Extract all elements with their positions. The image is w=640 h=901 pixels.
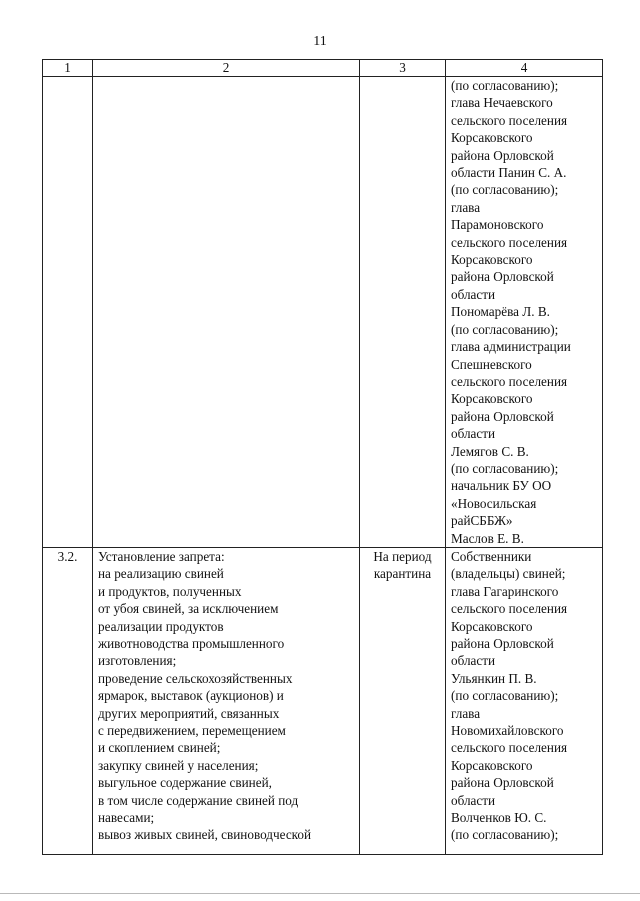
text-line: глава xyxy=(451,199,481,215)
text-line: области xyxy=(451,286,496,302)
header-cell-1: 1 xyxy=(43,60,93,77)
text-line: сельского поселения xyxy=(451,234,568,250)
text-line: Новомихайловского xyxy=(451,723,564,739)
page-number: 11 xyxy=(313,34,327,49)
text-line: вывоз живых свиней, свиноводческой xyxy=(98,827,312,843)
text-line: Корсаковского xyxy=(451,391,533,407)
text-line: области xyxy=(451,792,496,808)
text-line: Корсаковского xyxy=(451,252,533,268)
measures-table xyxy=(42,59,603,855)
table-row xyxy=(43,77,603,548)
text-line: района Орловской xyxy=(451,408,554,424)
period-cell xyxy=(360,547,446,854)
text-line: Маслов Е. В. xyxy=(451,530,524,546)
text-line: Корсаковского xyxy=(451,757,533,773)
text-line: Спешневского xyxy=(451,356,532,372)
text-line: (по согласованию); xyxy=(451,460,559,476)
text-line: карантина xyxy=(373,566,432,582)
text-line: Волченков Ю. С. xyxy=(451,810,547,826)
text-line: Собственники xyxy=(451,548,532,564)
row-number-cell: 3.2. xyxy=(43,547,93,854)
text-line: Пономарёва Л. В. xyxy=(451,304,550,320)
text-line: (по согласованию); xyxy=(451,827,559,843)
table-header-row xyxy=(43,60,603,77)
text-line: навесами; xyxy=(98,810,155,826)
text-line: (по согласованию); xyxy=(451,688,559,704)
text-line: глава администрации xyxy=(451,339,571,355)
text-line: изготовления; xyxy=(98,653,177,669)
text-line: области xyxy=(451,653,496,669)
measure-cell xyxy=(93,77,360,548)
text-line: Корсаковского xyxy=(451,618,533,634)
text-line: закупку свиней у населения; xyxy=(98,757,259,773)
text-line: ярмарок, выставок (аукционов) и xyxy=(98,688,284,704)
text-line: с передвижением, перемещением xyxy=(98,723,286,739)
text-line: глава Нечаевского xyxy=(451,95,553,111)
text-line: района Орловской xyxy=(451,269,554,285)
text-line: сельского поселения xyxy=(451,601,568,617)
text-line: сельского поселения xyxy=(451,373,568,389)
header-cell-4: 4 xyxy=(446,60,603,77)
text-line: выгульное содержание свиней, xyxy=(98,775,272,791)
measure-cell xyxy=(93,547,360,854)
text-line: сельского поселения xyxy=(451,740,568,756)
header-cell-3: 3 xyxy=(360,60,446,77)
text-line: района Орловской xyxy=(451,636,554,651)
text-line: сельского поселения xyxy=(451,112,568,128)
text-line: района Орловской xyxy=(451,147,554,163)
text-line: (владельцы) свиней; xyxy=(451,566,566,582)
text-line: области xyxy=(451,426,496,442)
text-line: (по согласованию); xyxy=(451,78,559,93)
text-line: от убоя свиней, за исключением xyxy=(98,601,279,617)
text-line: райСББЖ» xyxy=(451,513,513,529)
table-row xyxy=(43,547,603,854)
text-line: глава Гагаринского xyxy=(451,583,559,599)
text-line: и скоплением свиней; xyxy=(98,740,221,756)
text-line: в том числе содержание свиней под xyxy=(98,792,299,808)
responsible-cell xyxy=(446,77,603,548)
period-cell xyxy=(360,77,446,548)
text-line: на реализацию свиней xyxy=(98,566,224,582)
scan-edge-line xyxy=(0,893,640,894)
text-line: (по согласованию); xyxy=(451,182,559,198)
text-line: животноводства промышленного xyxy=(98,636,285,651)
text-line: «Новосильская xyxy=(451,495,537,511)
text-line: На период xyxy=(373,548,432,564)
text-line: Парамоновского xyxy=(451,217,544,233)
text-line: других мероприятий, связанных xyxy=(98,705,280,721)
responsible-cell xyxy=(446,547,603,854)
header-cell-2: 2 xyxy=(93,60,360,77)
text-line: и продуктов, полученных xyxy=(98,583,242,599)
text-line: области Панин С. А. xyxy=(451,165,567,181)
text-line: (по согласованию); xyxy=(451,321,559,337)
text-line: Установление запрета: xyxy=(98,548,225,564)
text-line: начальник БУ ОО xyxy=(451,478,552,494)
text-line: Корсаковского xyxy=(451,130,533,146)
text-line: района Орловской xyxy=(451,775,554,791)
text-line: Ульянкин П. В. xyxy=(451,670,537,686)
text-line: реализации продуктов xyxy=(98,618,224,634)
text-line: глава xyxy=(451,705,481,721)
text-line: Лемягов С. В. xyxy=(451,443,529,459)
row-number-cell xyxy=(43,77,93,548)
text-line: проведение сельскохозяйственных xyxy=(98,670,293,686)
